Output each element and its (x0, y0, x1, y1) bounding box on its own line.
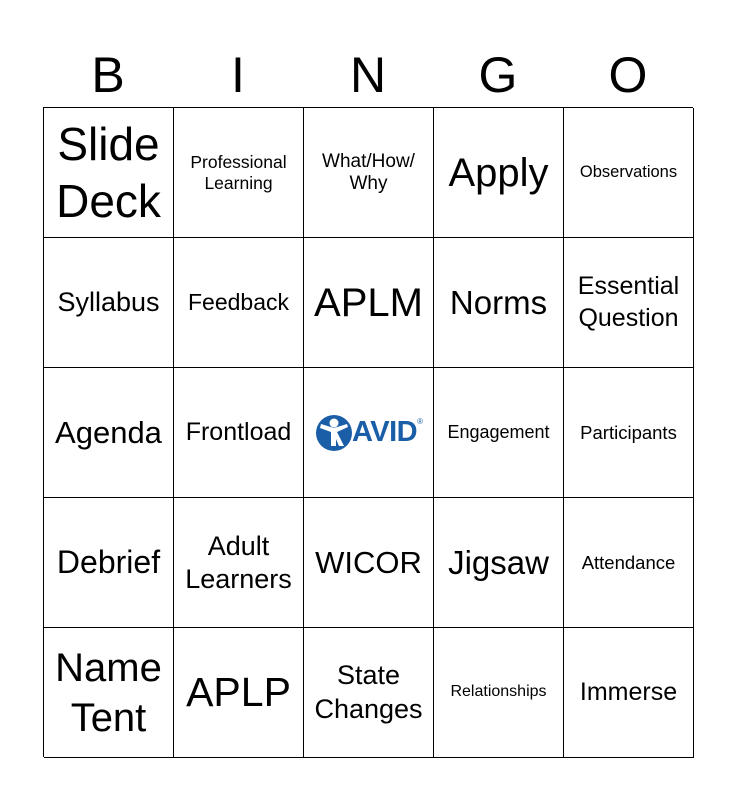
bingo-card-grid (43, 107, 693, 757)
bingo-cell[interactable]: Slide Deck (44, 108, 174, 238)
bingo-cell[interactable]: WICOR (304, 498, 434, 628)
header-letter-n: N (349, 47, 387, 103)
bingo-cell[interactable]: Engagement (434, 368, 564, 498)
free-space-logo (304, 368, 434, 498)
bingo-cell[interactable]: Relationships (434, 628, 564, 758)
bingo-cell[interactable]: Professional Learning (174, 108, 304, 238)
bingo-cell[interactable]: Adult Learners (174, 498, 304, 628)
bingo-cell[interactable]: Debrief (44, 498, 174, 628)
registered-mark: ® (417, 416, 424, 426)
bingo-cell[interactable]: Immerse (564, 628, 694, 758)
bingo-cell[interactable]: Jigsaw (434, 498, 564, 628)
bingo-cell[interactable]: Feedback (174, 238, 304, 368)
bingo-cell[interactable]: Norms (434, 238, 564, 368)
bingo-cell[interactable]: What/How/ Why (304, 108, 434, 238)
bingo-cell[interactable]: Apply (434, 108, 564, 238)
bingo-cell[interactable]: Observations (564, 108, 694, 238)
bingo-cell[interactable]: Frontload (174, 368, 304, 498)
header-letter-i: I (231, 47, 245, 103)
header-letter-b: B (91, 47, 125, 103)
bingo-cell[interactable]: Syllabus (44, 238, 174, 368)
bingo-header (43, 42, 693, 108)
bingo-cell[interactable]: APLP (174, 628, 304, 758)
header-letter-o: O (608, 47, 648, 103)
bingo-cell[interactable]: Agenda (44, 368, 174, 498)
bingo-cell[interactable]: State Changes (304, 628, 434, 758)
bingo-cell[interactable]: Essential Question (564, 238, 694, 368)
avid-logo-text: AVID (351, 415, 418, 448)
header-letter-g: G (478, 47, 518, 103)
bingo-cell[interactable]: Attendance (564, 498, 694, 628)
avid-logo (314, 413, 423, 453)
bingo-cell[interactable]: Participants (564, 368, 694, 498)
bingo-cell[interactable]: Name Tent (44, 628, 174, 758)
bingo-cell[interactable]: APLM (304, 238, 434, 368)
person-figure-icon (314, 413, 354, 453)
